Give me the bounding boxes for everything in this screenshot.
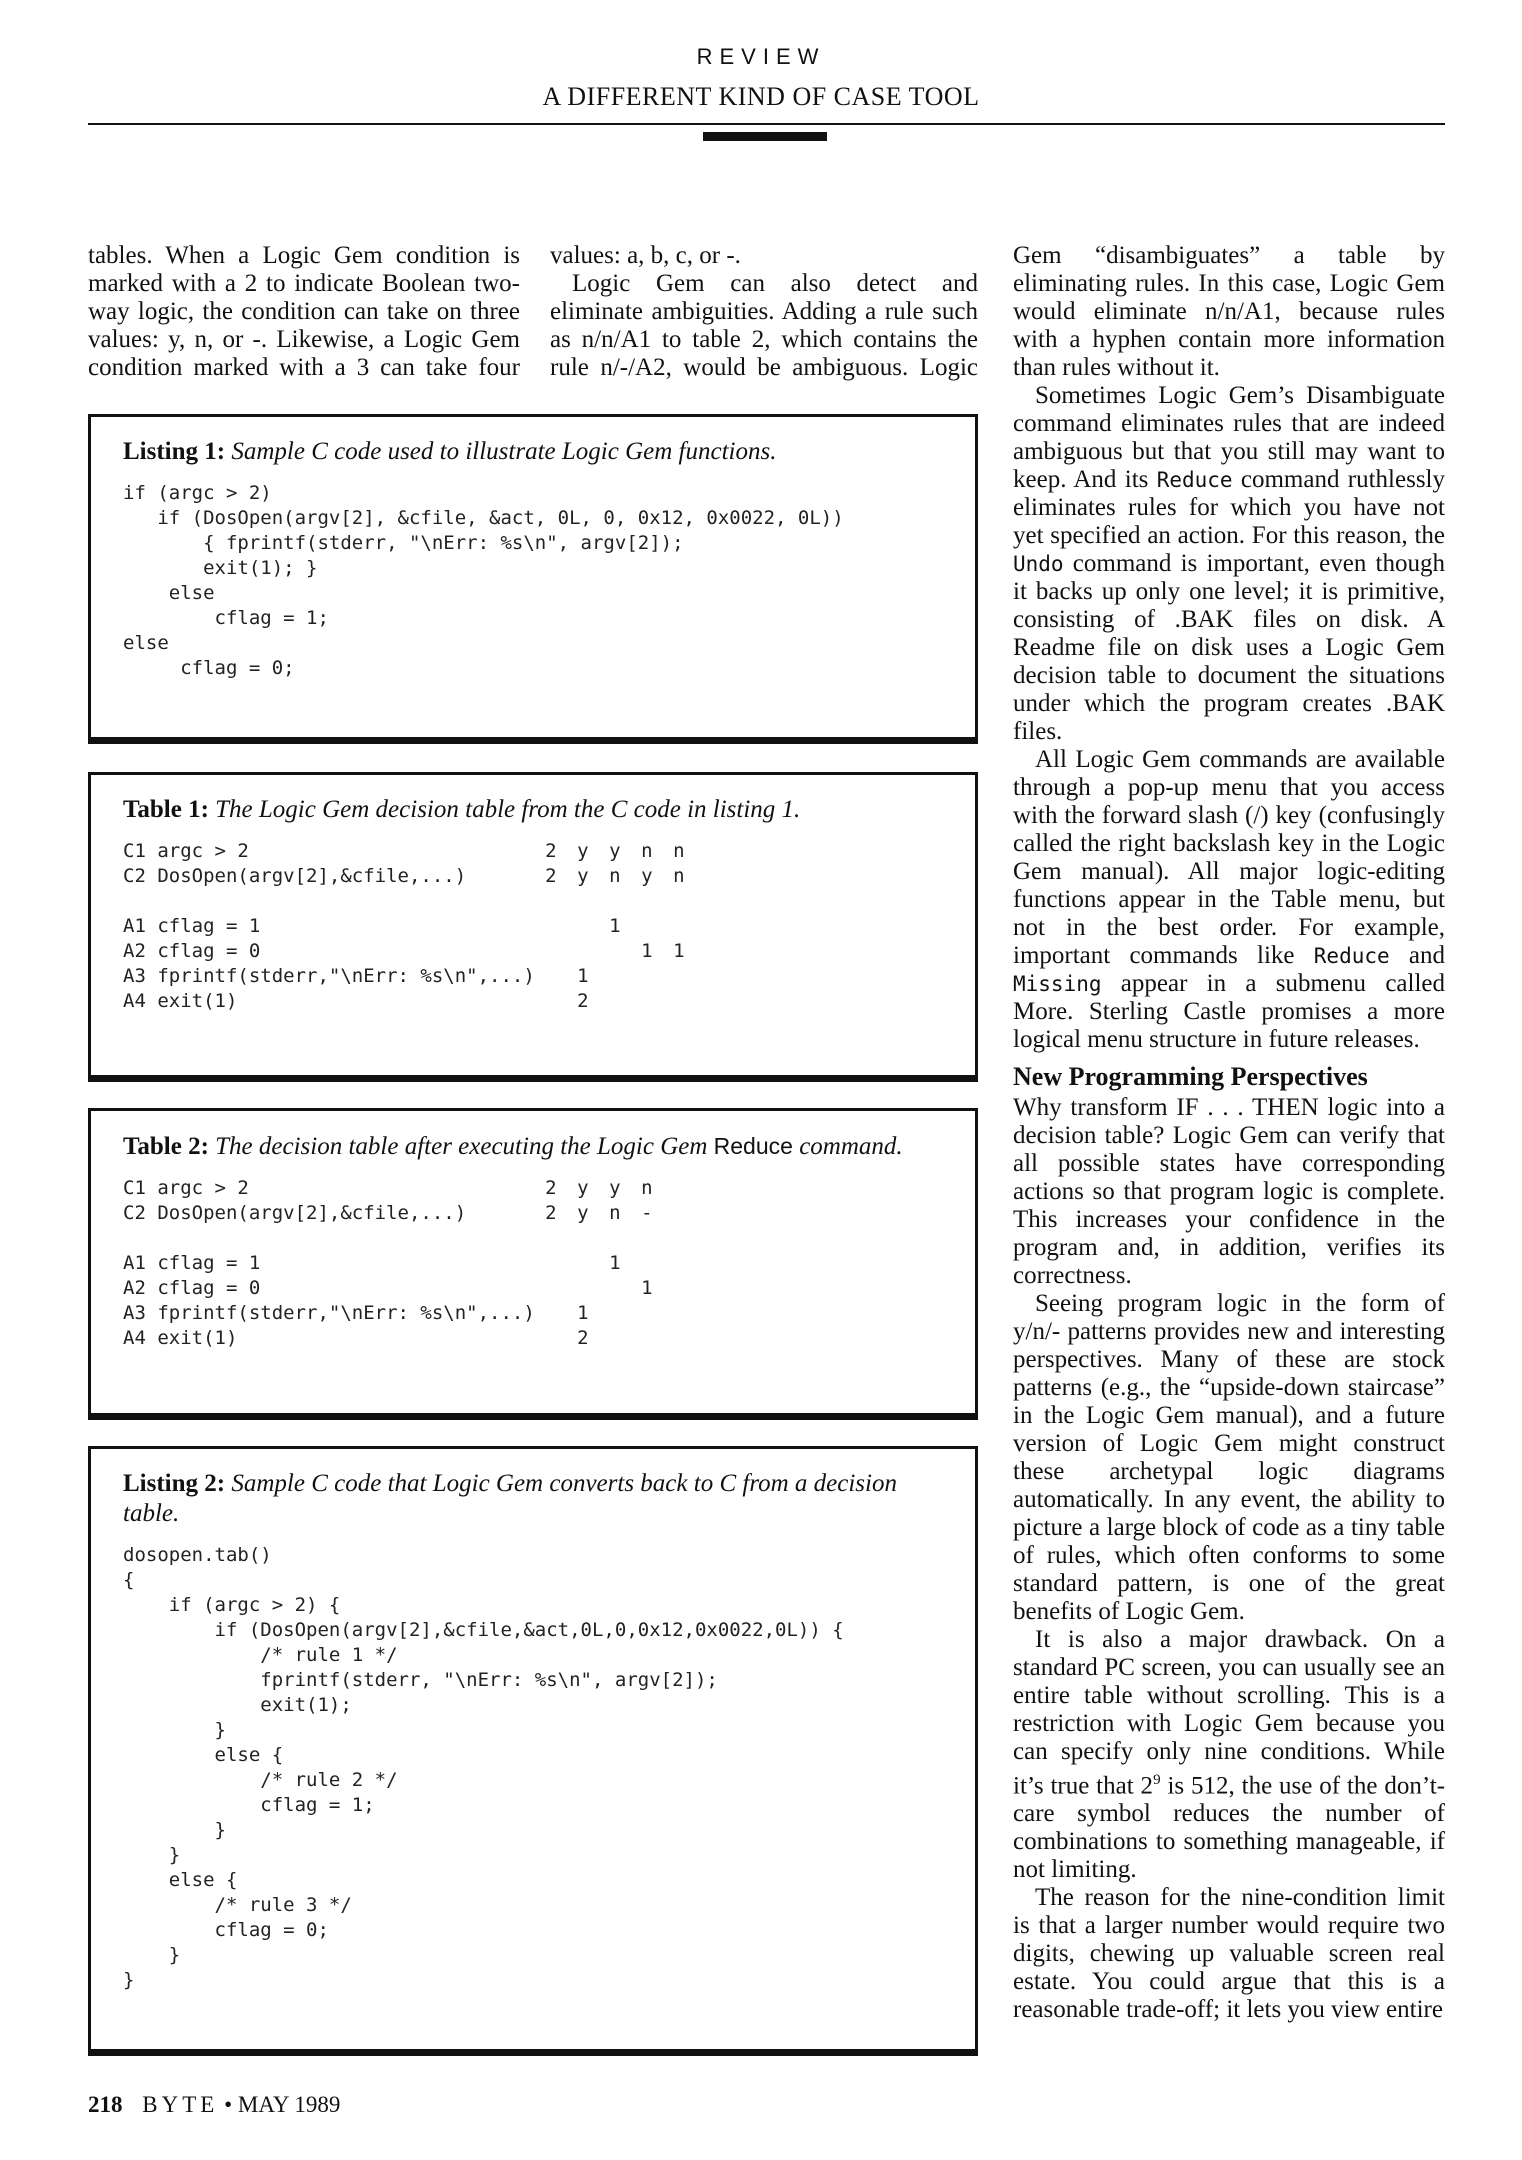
magazine-name: BYTE <box>142 2092 219 2117</box>
decision-table-1 <box>123 839 695 1014</box>
rule-cell: 2 <box>577 990 589 1012</box>
rule-cell <box>599 1276 631 1301</box>
command-name: Reduce <box>1156 468 1233 492</box>
condition-row <box>123 839 695 864</box>
rule-cell <box>599 989 631 1014</box>
rule-cell: 1 <box>609 915 621 937</box>
rule-cell: n <box>673 865 685 887</box>
rule-cell: y <box>609 1177 621 1199</box>
exponent: 9 <box>1153 1772 1161 1788</box>
caption-text: Sample C code used to illustrate Logic Gem functions. <box>231 438 777 465</box>
command-name: Reduce <box>1313 944 1390 968</box>
listing-1-caption <box>123 437 943 467</box>
rule-cell: 1 <box>577 965 589 987</box>
rule-cell <box>535 939 567 964</box>
rule-cell <box>631 1301 663 1326</box>
page-number: 218 <box>88 2092 123 2117</box>
caption-text: command. <box>799 1133 903 1160</box>
caption-text: Sample C code that Logic Gem converts back to C from a decision table. <box>123 1470 897 1527</box>
row-label: A2 cflag = 0 <box>123 1277 261 1299</box>
condition-row <box>123 1176 663 1201</box>
rule-cell: 2 <box>577 1327 589 1349</box>
rule-cell: n <box>673 840 685 862</box>
rule-cell <box>535 1276 567 1301</box>
rule-cell <box>663 989 695 1014</box>
table-2-box <box>88 1108 978 1420</box>
row-label: A2 cflag = 0 <box>123 940 261 962</box>
caption-text: The Logic Gem decision table from the C code in listing 1. <box>215 796 801 823</box>
caption-text: The decision table after executing the Logic Gem <box>215 1133 708 1160</box>
rule-cell <box>631 1326 663 1351</box>
rule-cell: 1 <box>609 1252 621 1274</box>
caption-command: Reduce <box>713 1133 793 1159</box>
rule-cell <box>599 939 631 964</box>
rule-cell <box>535 914 567 939</box>
rule-cell: 2 <box>545 1177 557 1199</box>
row-label: C1 argc > 2 <box>123 840 249 862</box>
table-1-box <box>88 772 978 1082</box>
action-row <box>123 1251 663 1276</box>
rule-cell: 2 <box>545 1202 557 1224</box>
caption-label: Listing 1: <box>123 438 226 465</box>
footer-separator: • <box>224 2092 233 2117</box>
paragraph: Sometimes Logic Gem’s Disambiguate command eliminates rules that are indeed ambiguous but that you still may want to keep. And its Reduce command ruthlessly eliminates rules for which you have not yet specified an action. For this reason, the Undo command is important, even though it backs up only one level; it is primitive, consisting of .BAK files on disk. A Readme file on disk uses a Logic Gem decision table to document the situations under which the program creates .BAK files. <box>1013 382 1446 745</box>
rule-cell: y <box>641 865 653 887</box>
rule-cell: y <box>577 1177 589 1199</box>
table-1-caption <box>123 795 943 825</box>
rule-cell: 1 <box>641 1277 653 1299</box>
paragraph: The reason for the nine-condition limit is that a larger number would require two digits, chewing up valuable screen real estate. You could argue that this is a reasonable trade-off; it lets you view entire <box>1013 1884 1445 2024</box>
rule-cell <box>535 1326 567 1351</box>
rule-cell: n <box>641 840 653 862</box>
row-label: A3 fprintf(stderr,"\nErr: %s\n",...) <box>123 1302 535 1324</box>
condition-row <box>123 864 695 889</box>
rule-cell <box>567 1276 599 1301</box>
column-3 <box>1013 242 1445 2024</box>
section-heading: New Programming Perspectives <box>1013 1062 1368 1091</box>
column-2-intro <box>550 242 978 382</box>
table-spacer <box>123 889 695 914</box>
column-1-intro <box>88 242 520 382</box>
rule-cell <box>599 1326 631 1351</box>
article-title: A DIFFERENT KIND OF CASE TOOL <box>542 82 980 111</box>
section-kicker: REVIEW <box>696 44 826 69</box>
row-label: C2 DosOpen(argv[2],&cfile,...) <box>123 865 467 887</box>
row-label: A1 cflag = 1 <box>123 915 261 937</box>
header-rule <box>88 123 1445 125</box>
rule-cell <box>535 989 567 1014</box>
row-label: A4 exit(1) <box>123 990 238 1012</box>
rule-cell <box>567 1251 599 1276</box>
rule-cell <box>599 1301 631 1326</box>
command-name: Undo <box>1013 552 1064 576</box>
rule-cell <box>535 964 567 989</box>
rule-cell: 1 <box>673 940 685 962</box>
action-row <box>123 964 695 989</box>
row-label: C1 argc > 2 <box>123 1177 249 1199</box>
rule-cell <box>567 914 599 939</box>
caption-label: Table 2: <box>123 1133 209 1160</box>
paragraph: It is also a major drawback. On a standard PC screen, you can usually see an entire table without scrolling. This is a restriction with Logic Gem because you can specify only nine conditions. While it’s true that $2^9$ is 512, the use of the don’t-care symbol reduces the number of combinations to something manageable, if not limiting. <box>1013 1626 1446 1884</box>
row-label: A1 cflag = 1 <box>123 1252 261 1274</box>
paragraph: values: a, b, c, or -. <box>550 242 741 269</box>
row-label: A3 fprintf(stderr,"\nErr: %s\n",...) <box>123 965 535 987</box>
row-label: A4 exit(1) <box>123 1327 238 1349</box>
condition-row <box>123 1201 663 1226</box>
page-footer <box>88 2092 340 2118</box>
rule-cell: y <box>577 865 589 887</box>
command-name: Missing <box>1013 972 1102 996</box>
action-row <box>123 939 695 964</box>
rule-cell <box>567 939 599 964</box>
decision-table-2 <box>123 1176 663 1351</box>
rule-cell <box>535 1301 567 1326</box>
listing-2-box <box>88 1446 978 2056</box>
rule-cell <box>631 989 663 1014</box>
rule-cell <box>663 914 695 939</box>
action-row <box>123 914 695 939</box>
rule-cell: 2 <box>545 840 557 862</box>
row-label: C2 DosOpen(argv[2],&cfile,...) <box>123 1202 467 1224</box>
rule-cell <box>631 964 663 989</box>
paragraph: Seeing program logic in the form of y/n/- patterns provides new and interesting perspectives. Many of these are stock patterns (e.g., the “upside-down staircase” in the Logic Gem manual), and a future version of Logic Gem might construct these archetypal logic diagrams automatically. In any event, the ability to picture a large block of code as a tiny table of rules, which often conforms to some standard pattern, is one of the great benefits of Logic Gem. <box>1013 1290 1445 1625</box>
rule-cell <box>599 964 631 989</box>
action-row <box>123 1326 663 1351</box>
caption-label: Listing 2: <box>123 1470 226 1497</box>
rule-cell: 2 <box>545 865 557 887</box>
rule-cell <box>631 1251 663 1276</box>
table-spacer <box>123 1226 663 1251</box>
listing-1-box <box>88 414 978 744</box>
listing-1-code: if (argc > 2) if (DosOpen(argv[2], &cfile, &act, 0L, 0, 0x12, 0x0022, 0L)) { fprintf(stderr, "\nErr: %s\n", argv[2]); exit(1); } else cflag = 1; else cflag = 0; <box>123 482 844 679</box>
paragraph: Why transform IF . . . THEN logic into a decision table? Logic Gem can verify that all possible states have corresponding actions so that program logic is complete. This increases your confidence in the program and, in addition, verifies its correctness. <box>1013 1094 1445 1289</box>
listing-2-code: dosopen.tab() { if (argc > 2) { if (DosOpen(argv[2],&cfile,&act,0L,0,0x12,0x0022,0L)) { /* rule 1 */ fprintf(stderr, "\nErr: %s\n", argv[2]); exit(1); } else { /* rule 2 */ cflag = 1; } } else { /* rule 3 */ cflag = 0; } } <box>123 1544 844 1991</box>
table-2-caption <box>123 1131 943 1162</box>
rule-cell: n <box>641 1177 653 1199</box>
rule-cell <box>535 1251 567 1276</box>
rule-cell: n <box>609 1202 621 1224</box>
rule-cell: n <box>609 865 621 887</box>
issue-date: MAY 1989 <box>237 2092 341 2117</box>
rule-cell <box>663 964 695 989</box>
caption-label: Table 1: <box>123 796 209 823</box>
rule-cell: 1 <box>641 940 653 962</box>
paragraph: tables. When a Logic Gem condition is marked with a 2 to indicate Boolean two-way logic, the condition can take on three values: y, n, or -. Likewise, a Logic Gem condition marked with a 3 can take four <box>88 242 520 381</box>
action-row <box>123 989 695 1014</box>
rule-cell: 1 <box>577 1302 589 1324</box>
rule-cell: y <box>609 840 621 862</box>
rule-cell: - <box>641 1202 653 1224</box>
rule-cell: y <box>577 840 589 862</box>
paragraph: All Logic Gem commands are available through a pop-up menu that you access with the forward slash (/) key (confusingly called the right backslash key in the Logic Gem manual). All major logic-editing functions appear in the Table menu, but not in the best order. For example, important commands like Reduce and Missing appear in a submenu called More. Sterling Castle promises a more logical menu structure in future releases. <box>1013 746 1446 1053</box>
rule-cell: y <box>577 1202 589 1224</box>
paragraph: Logic Gem can also detect and eliminate ambiguities. Adding a rule such as n/n/A1 to table 2, which contains the rule n/-/A2, would be ambiguous. Logic <box>550 270 978 381</box>
paragraph: Gem “disambiguates” a table by eliminating rules. In this case, Logic Gem would eliminate n/n/A1, because rules with a hyphen contain more information than rules without it. <box>1013 242 1445 381</box>
action-row <box>123 1276 663 1301</box>
header-bar <box>703 132 827 141</box>
listing-2-caption <box>123 1469 943 1529</box>
rule-cell <box>631 914 663 939</box>
action-row <box>123 1301 663 1326</box>
